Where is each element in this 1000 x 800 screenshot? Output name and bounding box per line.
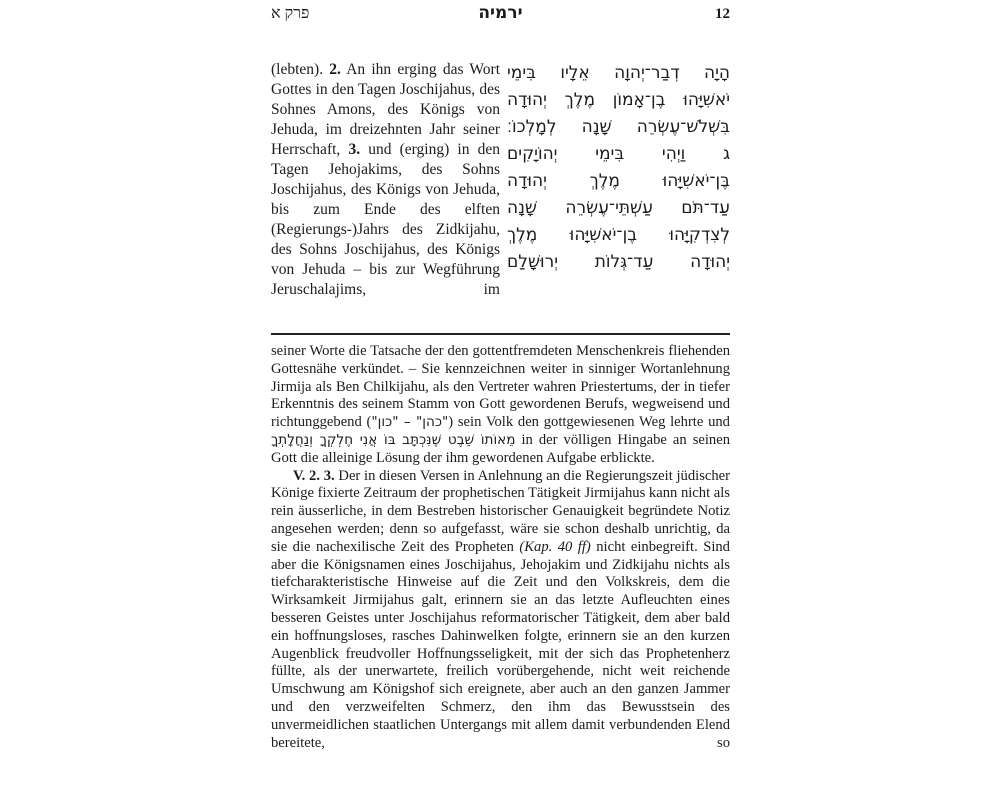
hebrew-verse-line: יְהוּדָה עַד־גְּלוֹת יְרוּשָׁלִַם: [507, 252, 730, 272]
bilingual-columns: [271, 60, 730, 300]
text-segment: (Kap. 40 ff): [519, 538, 591, 555]
hebrew-verse-line: בֶּן־יֹאשִׁיָּהוּ מֶלֶךְ יְהוּדָה: [507, 171, 730, 191]
hebrew-verse-line: לְצִדְקִיָּהוּ בֶן־יֹאשִׁיָּהוּ מֶלֶךְ: [507, 225, 730, 245]
text-segment: ) sein Volk den gottgewiesenen Weg lehrte und: [448, 414, 730, 431]
text-segment: in der völligen Hingabe an seinen Gott die alleinige Lösung der ihm gewordenen Aufgabe erblickte.: [271, 431, 731, 466]
text-segment: seiner Worte die Tatsache der den gottentfremdeten Menschenkreis fliehenden Gottesnähe verkündet. – Sie kennzeichnen weiter in sinniger Wortanlehnung Jirmija als Ben Chilkijahu, als den Vertreter wahren Priestertums, der in tiefer Erkenntnis des seinem Stamm von Gott gewordenen Berufs, wegweisend und richtunggebend (: [271, 343, 730, 431]
german-translation-column: [271, 60, 500, 300]
chapter-heading: פרק א: [271, 5, 310, 22]
text-segment: nicht einbegreift. Sind aber die Königsnamen eines Joschijahus, Jehojakim und Zidkijahu nichts als tiefcharakteristische Hinweise auf die Zeit und den Volkskreis, dem die Wirksamkeit Jirmijahus galt, erinnern sie an das letzte Aufleuchten eines besseren Geistes unter Joschijahus reformatorischer Tätigkeit, dem aber bald ein hoffnungsloses, rasches Dahinwelken folgte, erinnern sie an den kurzen Augenblick freudvoller Hoffnungsseligkeit, mit der sich das Prophetenherz füllte, als der unerwartete, freilich vorübergehende, nicht weit reichende Umschwung am Königshof sich ereignete, aber auch an den ganzen Jammer und den verzweifelten Schmerz, den ihm das Bewusstsein des unvermeidlichen staatlichen Untergangs mit allem damit verbundenden Elend bereitete, so: [271, 538, 730, 751]
hebrew-verse-line: הָיָה דְבַר־יְהוָה אֵלָיו בִּימֵי: [507, 63, 730, 83]
hebrew-verse-line: יֹאשִׁיָּהוּ בֶן־אָמוֹן מֶלֶךְ יְהוּדָה: [507, 90, 730, 110]
hebrew-verse-line: ג וַיְהִי בִּימֵי יְהוֹיָקִים: [507, 144, 730, 164]
page-number: 12: [715, 6, 730, 22]
hebrew-inline-text: "כהן" – "כון": [371, 414, 449, 431]
book-title: ירמיה: [478, 3, 523, 23]
text-segment: V. 2. 3.: [293, 467, 335, 484]
text-segment: und (erging) in den Tagen Jehojakims, des Sohns Joschijahus, des Königs von Jehuda, bis zum Ende des elften (Regierungs-)Jahrs des Zidkijahu, des Sohns Joschijahus, des Königs von Jehuda – bis zur Wegführung Jeruschalajims, im: [271, 141, 501, 298]
commentary-section: [271, 343, 730, 752]
commentary-paragraph: [271, 468, 730, 753]
text-segment: Der in diesen Versen in Anlehnung an die Regierungszeit jüdischer Könige fixierte Zeitraum der prophetischen Tätigkeit Jirmijahus kann nicht als rein äusserliche, in dem Bestreben historischer Genauigkeit begründete Notiz angesehen werden; denn so aufgefasst, wäre sie schon deshalb unrichtig, da sie die nachexilische Zeit des Propheten: [271, 467, 730, 555]
text-block: [271, 0, 730, 752]
section-divider: [271, 333, 730, 335]
hebrew-inline-text: מֵאוֹתוֹ שֵׁבֶט שֶׁנִּכְתָּב בּוֹ אֲנִי חֶלְקְךָ וְנַחֲלָתְךָ: [271, 431, 516, 448]
text-segment: An ihn erging das Wort Gottes in den Tagen Joschijahus, des Sohnes Amons, des Königs von Jehuda, im dreizehnten Jahr seiner Herrschaft,: [271, 61, 501, 158]
text-segment: 2.: [329, 61, 341, 78]
page-header: [271, 0, 730, 23]
text-segment: (lebten).: [271, 61, 330, 78]
text-segment: 3.: [348, 141, 361, 158]
hebrew-text-column: [507, 60, 730, 300]
hebrew-verse-line: עַד־תֹּם עַשְׁתֵּי־עֶשְׂרֵה שָׁנָה: [507, 198, 730, 218]
commentary-paragraph: [271, 343, 730, 468]
hebrew-verse-line: בִּשְׁלֹשׁ־עֶשְׂרֵה שָׁנָה לְמָלְכוֹ׃: [507, 117, 730, 137]
